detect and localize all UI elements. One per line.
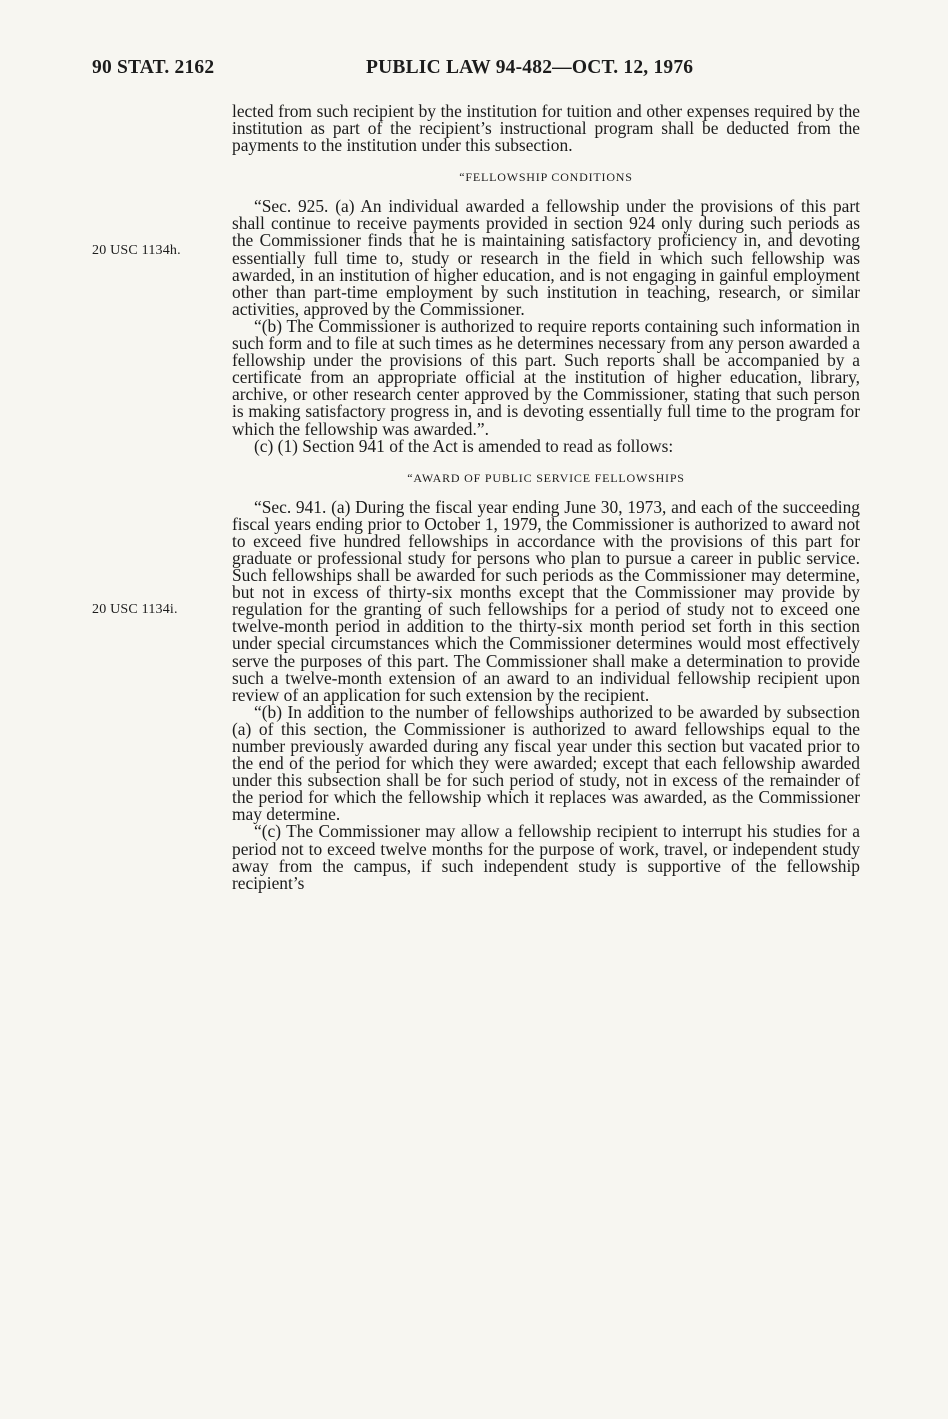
sec-925-a-text: 925. (a) An individual awarded a fellowship under the provisions of this part shall continue to receive payments provided in section 924 only during such periods as the Commissioner finds that he is maintaining satisfactory proficiency in, and devoting essentially full time to, study or research in the field in which such fellowship was awarded, in an institution of higher education, and is not engaging in gainful employment other than part-time employment by such institution in teaching, research, or similar activities, approved by the Commissioner. (232, 196, 860, 319)
margin-note-usc-1134i: 20 USC 1134i. (92, 602, 178, 617)
paragraph-sec-941-a (232, 496, 860, 705)
sec-941-a-text: 941. (a) During the fiscal year ending June 30, 1973, and each of the succeeding fiscal years ending prior to October 1, 1979, the Commissioner is authorized to award not to exceed five hundred fellowships in accordance with the provisions of this part for graduate or professional study for persons who plan to pursue a career in public service. Such fellowships shall be awarded for such periods as the Commissioner may determine, but not in excess of thirty-six months except that the Commissioner may provide by regulation for the granting of such fellowships for a period of study not to exceed one twelve-month period in addition to the thirty-six month period set forth in this section under special circumstances which the Commissioner determines would most effectively serve the purposes of this part. The Commissioner shall make a determination to provide such a twelve-month extension of an award to an individual fellowship recipient upon review of an application for such extension by the recipient. (232, 496, 860, 705)
paragraph-intro: lected from such recipient by the institution for tuition and other expenses required by the institution as part of the recipient’s instructional program shall be deducted from the payments to the institution under this subsection. (232, 101, 860, 156)
paragraph-sec-925-b: “(b) The Commissioner is authorized to require reports containing such information in such form and to file at such times as he determines necessary from any person awarded a fellowship under the provisions of this part. Such reports shall be accompanied by a certificate from an appropriate official at the institution of higher education, library, archive, or other research center approved by the Commissioner, stating that such person is making satisfactory progress in, and is devoting essentially full time to the program for which the fellowship was awarded.”. (232, 315, 860, 439)
heading-award-public-service: “AWARD OF PUBLIC SERVICE FELLOWSHIPS (407, 470, 685, 485)
paragraph-sec-925-a (232, 198, 860, 318)
sec-925-lead: “Sec. (254, 196, 292, 217)
sec-941-lead: “Sec. (254, 496, 292, 517)
stat-reference: 90 STAT. 2162 (92, 57, 215, 78)
paragraph-sec-941-b: “(b) In addition to the number of fellowships authorized to be awarded by subsection (a) of this section, the Commissioner is authorized to award fellowships equal to the number previously awarded during any fiscal year under this section but vacated prior to the end of the period for which they were awarded; except that each fellowship awarded under this subsection shall be for such period of study, not in excess of the remainder of the period for which the fellowship which it replaces was awarded, as the Commissioner may determine. (232, 701, 860, 825)
paragraph-amendment-c1: (c) (1) Section 941 of the Act is amended to read as follows: (254, 435, 674, 456)
body-text (232, 103, 860, 892)
page-header (92, 57, 892, 87)
margin-note-usc-1134h: 20 USC 1134h. (92, 243, 181, 258)
paragraph-sec-941-c: “(c) The Commissioner may allow a fellowship recipient to interrupt his studies for a period not to exceed twelve months for the purpose of work, travel, or independent study away from the campus, if such independent study is supportive of the fellowship recipient’s (232, 821, 860, 893)
heading-fellowship-conditions: “FELLOWSHIP CONDITIONS (459, 170, 633, 185)
law-title: PUBLIC LAW 94-482—OCT. 12, 1976 (366, 57, 694, 78)
